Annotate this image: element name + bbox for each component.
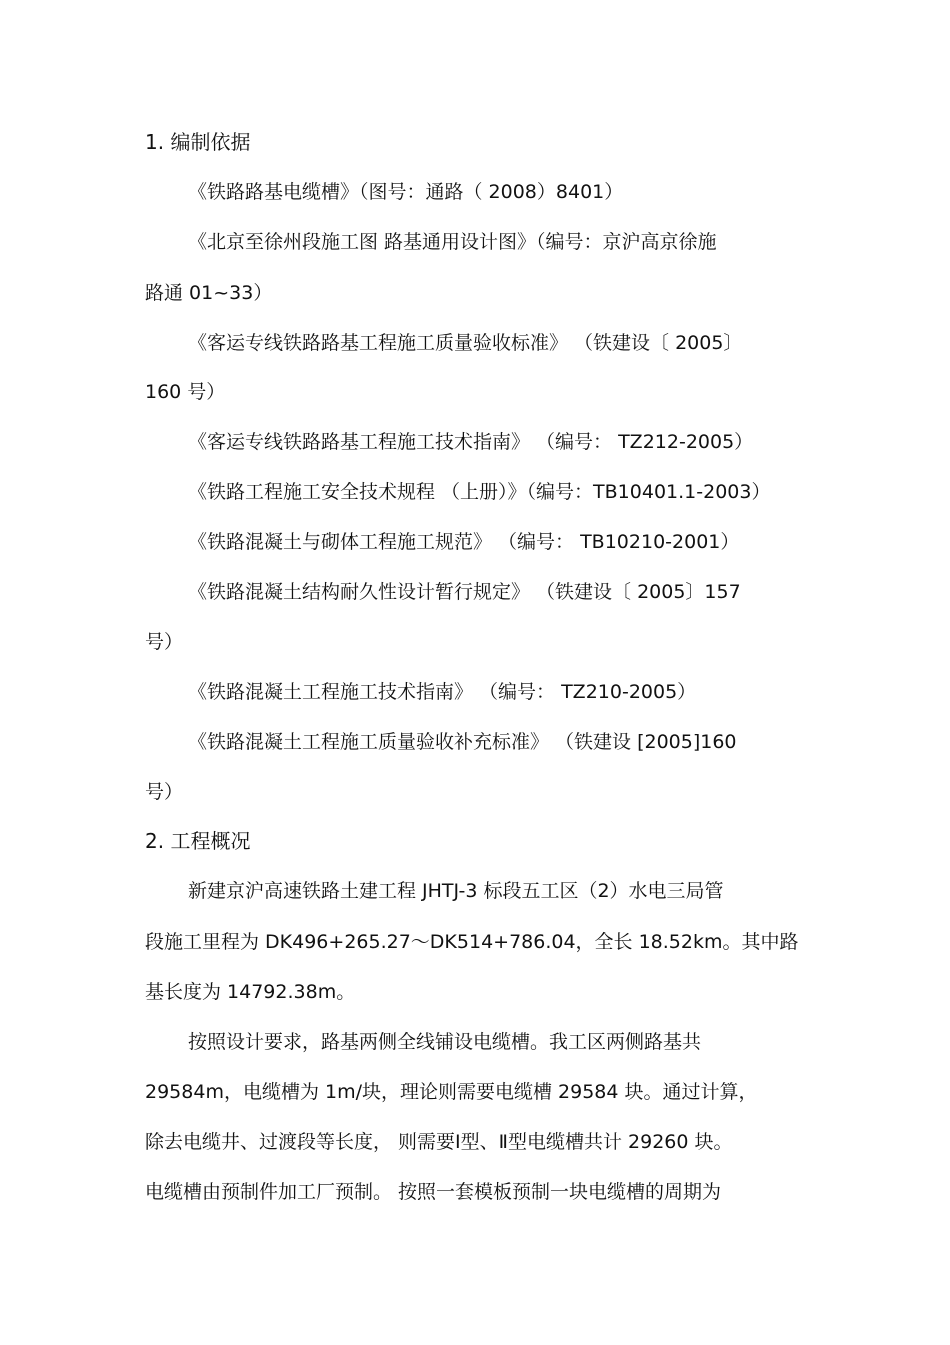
- reference-item-7: 《铁路混凝土结构耐久性设计暂行规定》 （铁建设〔 2005〕157: [188, 581, 741, 603]
- section-2-heading: 2. 工程概况: [145, 829, 251, 853]
- reference-item-2-continued: 路通 01~33）: [145, 282, 273, 304]
- overview-paragraph-2-line-1: 按照设计要求，路基两侧全线铺设电缆槽。我工区两侧路基共: [188, 1031, 702, 1053]
- reference-item-6: 《铁路混凝土与砌体工程施工规范》 （编号： TB10210-2001）: [188, 531, 740, 553]
- overview-paragraph-1-line-3: 基长度为 14792.38m。: [145, 981, 356, 1003]
- reference-item-9: 《铁路混凝土工程施工质量验收补充标准》 （铁建设 [2005]160: [188, 731, 737, 753]
- reference-item-3: 《客运专线铁路路基工程施工质量验收标准》 （铁建设〔 2005〕: [188, 332, 743, 354]
- reference-item-8: 《铁路混凝土工程施工技术指南》 （编号： TZ210-2005）: [188, 681, 697, 703]
- reference-item-7-continued: 号）: [145, 631, 184, 653]
- overview-paragraph-2-line-2: 29584m，电缆槽为 1m/块，理论则需要电缆槽 29584 块。通过计算，: [145, 1081, 758, 1103]
- reference-item-9-continued: 号）: [145, 781, 184, 803]
- overview-paragraph-1-line-1: 新建京沪高速铁路土建工程 JHTJ-3 标段五工区（2）水电三局管: [188, 880, 724, 902]
- reference-item-1: 《铁路路基电缆槽》（图号：通路（ 2008）8401）: [188, 181, 624, 203]
- overview-paragraph-1-line-2: 段施工里程为 DK496+265.27～DK514+786.04，全长 18.52km。其中路: [145, 931, 799, 953]
- section-1-heading: 1. 编制依据: [145, 130, 251, 154]
- reference-item-2: 《北京至徐州段施工图 路基通用设计图》（编号：京沪高京徐施: [188, 231, 717, 253]
- reference-item-3-continued: 160 号）: [145, 381, 226, 403]
- reference-item-4: 《客运专线铁路路基工程施工技术指南》 （编号： TZ212-2005）: [188, 431, 754, 453]
- overview-paragraph-2-line-3: 除去电缆井、过渡段等长度， 则需要Ⅰ型、Ⅱ型电缆槽共计 29260 块。: [145, 1131, 733, 1153]
- reference-item-5: 《铁路工程施工安全技术规程 （上册）》（编号：TB10401.1-2003）: [188, 481, 771, 503]
- overview-paragraph-2-line-4: 电缆槽由预制件加工厂预制。 按照一套模板预制一块电缆槽的周期为: [145, 1181, 722, 1203]
